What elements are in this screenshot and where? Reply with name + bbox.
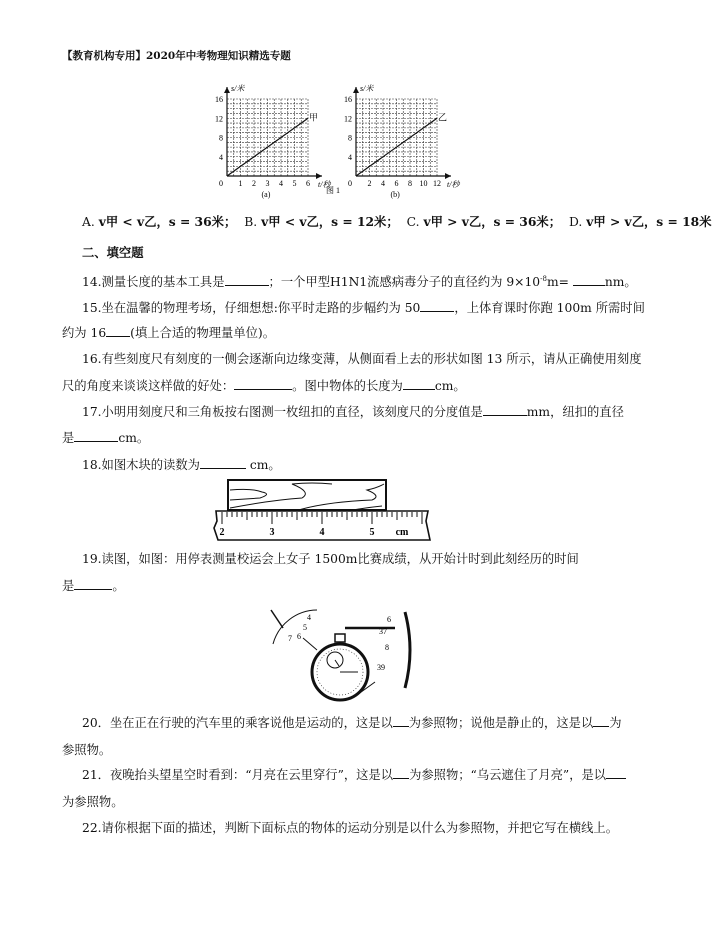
x-tick-label: 6 — [394, 179, 399, 188]
q19-blank[interactable] — [74, 578, 112, 590]
q20-text-2: 为参照物；说他是静止的，这是以 — [408, 716, 594, 730]
y-axis-label: s/米 — [360, 84, 374, 93]
q16-blank-1[interactable] — [234, 378, 292, 390]
q14-text: 14.测量长度的基本工具是 — [82, 275, 225, 289]
x-tick-label: 2 — [252, 179, 256, 188]
question-19: 19.读图，如图：用停表测量校运会上女子 1500m比赛成绩，从开始计时到此刻经历的时间 — [82, 552, 579, 566]
option-letter: C. — [406, 215, 424, 229]
q17-blank-1[interactable] — [483, 404, 527, 416]
x-tick-label: 5 — [292, 179, 297, 188]
question-19-cont — [62, 576, 125, 594]
q15-blank-1[interactable] — [420, 300, 454, 312]
q14-text-3: m= — [546, 275, 569, 289]
question-16-cont — [62, 376, 466, 394]
option-letter: B. — [244, 215, 262, 229]
q17-text: 17.小明用刻度尺和三角板按右图测一枚纽扣的直径，该刻度尺的分度值是 — [82, 405, 483, 419]
graph-label: (b) — [390, 190, 400, 199]
q16-unit: cm。 — [434, 379, 466, 393]
q21-blank-1[interactable] — [393, 767, 409, 779]
question-17 — [82, 402, 624, 420]
option-letter: A. — [82, 215, 99, 229]
q21-blank-2[interactable] — [606, 767, 626, 779]
y-tick-label: 4 — [219, 152, 223, 162]
q21-text: 21．夜晚抬头望星空时看到：“月亮在云里穿行”，这是以 — [82, 768, 394, 782]
q16-text-3: 。图中物体的长度为 — [292, 379, 403, 393]
y-tick-label: 0 — [219, 179, 223, 188]
question-20 — [82, 713, 622, 731]
q20-text-3: 为 — [609, 716, 622, 730]
q16-text-2: 尺的角度来谈谈这样做的好处： — [62, 379, 235, 393]
ruler-label: 3 — [269, 527, 275, 538]
x-tick-label: 4 — [381, 179, 385, 188]
q17-unit: cm。 — [118, 431, 150, 445]
question-21-cont: 为参照物。 — [62, 795, 124, 809]
question-16: 16.有些刻度尺有刻度的一侧会逐渐向边缘变薄，从侧面看上去的形状如图 13 所示，请从正确使用刻度 — [82, 352, 642, 366]
ruler-label: 2 — [219, 527, 225, 538]
minute-label: 5 — [303, 623, 307, 632]
q17-text-2: mm，纽扣的直径 — [526, 405, 624, 419]
question-22: 22.请你根据下面的描述，判断下面标点的物体的运动分别是以什么为参照物，并把它写在横线上。 — [82, 821, 619, 835]
graph-label: (a) — [261, 190, 271, 199]
q17-text-3: 是 — [62, 431, 75, 445]
q18-text: 18.如图木块的读数为 — [82, 458, 200, 472]
minute-label: 7 — [288, 634, 292, 643]
y-tick-label: 16 — [344, 95, 352, 104]
q17-blank-2[interactable] — [74, 430, 118, 442]
option-text: v甲 < v乙，s = 36米； — [98, 214, 237, 229]
x-tick-label: 2 — [367, 179, 372, 188]
q14-exponent: -8 — [540, 274, 547, 283]
ruler-wood-figure — [212, 478, 434, 544]
option-C[interactable] — [407, 215, 561, 229]
second-label: 6 — [387, 615, 391, 624]
x-axis-label: t/秒 — [447, 180, 460, 189]
question-20-cont: 参照物。 — [62, 743, 112, 757]
q20-text: 20．坐在正在行驶的汽车里的乘客说他是运动的，这是以 — [82, 716, 393, 730]
option-D[interactable] — [569, 215, 712, 229]
q15-blank-2[interactable] — [106, 325, 130, 337]
stopwatch-figure — [265, 606, 425, 706]
graph-a — [215, 84, 332, 199]
q21-text-2: 为参照物；“乌云遮住了月亮”，是以 — [409, 768, 607, 782]
q14-blank-2[interactable] — [573, 274, 605, 286]
page-header: 【教育机构专用】2020年中考物理知识精选专题 — [62, 50, 291, 62]
figure-caption: 图 1 — [326, 186, 340, 195]
x-tick-label: 8 — [408, 179, 412, 188]
q18-unit: cm。 — [249, 458, 281, 472]
line-label: 乙 — [438, 112, 448, 123]
q18-blank[interactable] — [200, 457, 246, 469]
question-17-cont — [62, 428, 149, 446]
figure-1-graphs — [195, 80, 495, 200]
y-tick-label: 12 — [215, 114, 223, 124]
second-label: 8 — [385, 643, 389, 652]
question-14 — [82, 272, 637, 290]
q16-blank-2[interactable] — [403, 378, 435, 390]
option-text: v甲 < v乙，s = 12米； — [261, 214, 399, 229]
question-15-cont — [62, 323, 275, 341]
line-label: 甲 — [309, 112, 319, 123]
q14-text-2: ；一个甲型H1N1流感病毒分子的直径约为 9×10 — [268, 275, 541, 289]
answer-options — [82, 212, 720, 230]
x-tick-label: 4 — [279, 179, 283, 188]
graph-b — [344, 84, 461, 199]
minute-label: 6 — [297, 632, 301, 641]
q15-text-2: ，上体育课时你跑 100m 所需时间 — [454, 301, 645, 315]
x-tick-label: 1 — [238, 179, 243, 188]
q20-blank-1[interactable] — [393, 715, 409, 727]
y-tick-label: 8 — [219, 133, 223, 143]
q15-text-3: 约为 16 — [62, 326, 107, 340]
q19-text-2: 是 — [62, 579, 75, 593]
q14-blank-1[interactable] — [225, 274, 269, 286]
ruler-label: cm — [395, 527, 409, 538]
second-label: 37 — [379, 627, 387, 636]
ruler-label: 4 — [319, 527, 325, 538]
section-title: 二、填空题 — [82, 245, 144, 260]
x-tick-label: 3 — [265, 179, 270, 188]
question-21 — [82, 765, 626, 783]
second-label: 39 — [377, 663, 385, 672]
axis-arrow — [224, 87, 322, 179]
x-axis-label: t/秒 — [318, 180, 331, 189]
y-axis-label: s/米 — [231, 84, 245, 93]
question-15 — [82, 298, 645, 316]
q19-text-3: 。 — [112, 579, 125, 593]
y-tick-label: 4 — [348, 152, 352, 162]
option-letter: D. — [569, 215, 587, 229]
minute-label: 4 — [307, 613, 311, 622]
y-tick-label: 12 — [344, 114, 352, 124]
x-tick-label: 6 — [306, 179, 310, 188]
y-tick-label: 16 — [215, 95, 223, 104]
option-text: v甲 > v乙，s = 36米； — [423, 214, 561, 229]
y-tick-label: 0 — [348, 179, 352, 188]
q14-unit: nm。 — [604, 275, 637, 289]
question-18 — [82, 455, 281, 473]
x-tick-label: 10 — [419, 179, 428, 188]
option-A[interactable] — [82, 215, 236, 229]
y-tick-label: 8 — [348, 133, 352, 143]
q15-text-4: (填上合适的物理量单位)。 — [130, 326, 276, 340]
option-text: v甲 > v乙，s = 18米 — [586, 214, 712, 229]
ruler-label: 5 — [369, 527, 375, 538]
q20-blank-2[interactable] — [593, 715, 609, 727]
axis-arrow — [353, 87, 451, 179]
x-tick-label: 12 — [433, 179, 441, 188]
q15-text: 15.坐在温馨的物理考场，仔细想想:你平时走路的步幅约为 50 — [82, 301, 421, 315]
option-B[interactable] — [244, 215, 398, 229]
